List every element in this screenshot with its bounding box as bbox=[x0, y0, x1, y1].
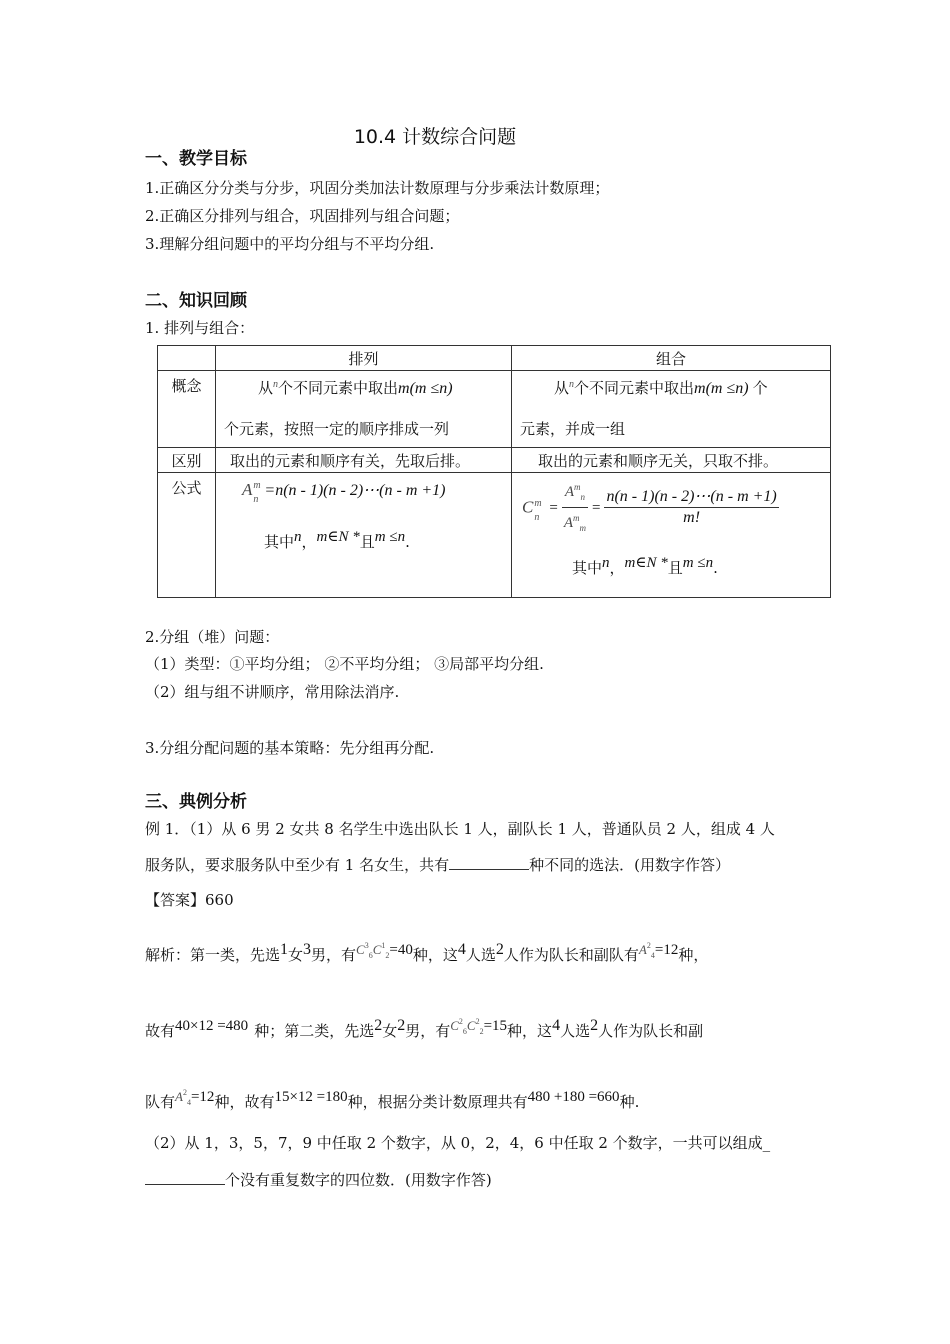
sol2-a: 故有 bbox=[145, 1022, 176, 1040]
goal-item-2: 2.正确区分排列与组合，巩固排列与组合问题； bbox=[145, 207, 460, 225]
sol2-b: 种；第二类，先选 bbox=[254, 1022, 375, 1040]
sol2-g: 人作为队长和副 bbox=[598, 1022, 704, 1040]
solution-line-1 bbox=[145, 935, 708, 967]
comb-formula-den: m! bbox=[683, 509, 701, 526]
sol1-expr1: C36C12=40 bbox=[356, 941, 413, 960]
comb-where-cond: m ≤n bbox=[682, 555, 714, 571]
sol2-n1: 2 bbox=[374, 1017, 383, 1034]
comb-where-set: m∈N * bbox=[624, 555, 668, 571]
row-label-formula: 公式 bbox=[158, 473, 216, 598]
answer-blank-1 bbox=[449, 855, 529, 870]
goal-item-1: 1.正确区分分类与分步，巩固分类加法计数原理与分步乘法计数原理； bbox=[145, 179, 610, 197]
row-label-diff: 区别 bbox=[158, 448, 216, 473]
example-1-line-2b: 种不同的选法．(用数字作答） bbox=[529, 856, 730, 874]
sol3-expr3: 480 +180 =660 bbox=[527, 1089, 620, 1105]
example-1-line-1: 例 1．（1）从 6 男 2 女共 8 名学生中选出队长 1 人，副队长 1 人，普通队员 2 人，组成 4 人 bbox=[145, 820, 775, 838]
review-sub-2-1: （1）类型：①平均分组； ②不平均分组； ③局部平均分组. bbox=[145, 655, 544, 673]
perm-concept-m: m(m ≤n) bbox=[398, 380, 453, 397]
comb-concept-text-b: 个不同元素中取出 bbox=[574, 379, 695, 397]
perm-comb-table bbox=[157, 345, 831, 598]
perm-where bbox=[264, 527, 410, 552]
sol1-n4: 2 bbox=[495, 941, 504, 958]
comb-concept-text-c: 个 bbox=[752, 379, 768, 397]
sol2-c: 女 bbox=[382, 1022, 398, 1040]
comb-where-b: ， bbox=[609, 559, 625, 577]
perm-formula-rhs: =n(n - 1)(n - 2)⋯(n - m +1) bbox=[264, 482, 446, 499]
review-sub-2: 2.分组（堆）问题： bbox=[145, 628, 280, 646]
comb-where-c: 且 bbox=[667, 559, 683, 577]
perm-concept-n: n bbox=[273, 379, 279, 390]
comb-concept-n: n bbox=[569, 379, 575, 390]
table-header-comb: 组合 bbox=[512, 346, 831, 371]
review-sub-2-2: （2）组与组不讲顺序，常用除法消序. bbox=[145, 683, 400, 701]
sol1-e: 人选 bbox=[465, 946, 496, 964]
answer-line: 【答案】660 bbox=[145, 891, 234, 909]
sol2-n2: 2 bbox=[397, 1017, 406, 1034]
example-1-line-2 bbox=[145, 855, 730, 875]
perm-where-set: m∈N * bbox=[316, 529, 360, 545]
perm-diff-cell: 取出的元素和顺序有关，先取后排。 bbox=[216, 448, 512, 473]
solution-line-3 bbox=[145, 1082, 639, 1114]
comb-diff-cell: 取出的元素和顺序无关，只取不排。 bbox=[512, 448, 831, 473]
perm-concept-text-c: 个元素，按照一定的顺序排成一列 bbox=[224, 420, 450, 438]
sol3-expr1-text: =12 bbox=[190, 1089, 215, 1105]
perm-where-a: 其中 bbox=[264, 533, 295, 551]
example-1-2-line-2 bbox=[145, 1170, 492, 1190]
sol1-expr1-text: =40 bbox=[389, 942, 413, 958]
sol2-expr2-text: =15 bbox=[483, 1018, 508, 1034]
table-header-perm: 排列 bbox=[216, 346, 512, 371]
review-sub-1: 1. 排列与组合： bbox=[145, 319, 255, 337]
sol3-c: 种，根据分类计数原理共有 bbox=[347, 1093, 528, 1111]
sol1-a: 解析：第一类，先选 bbox=[145, 946, 281, 964]
answer-blank-2 bbox=[145, 1170, 225, 1185]
comb-concept-text-d: 元素，并成一组 bbox=[520, 420, 626, 438]
comb-concept-cell bbox=[512, 371, 831, 448]
sol1-g: 种， bbox=[678, 946, 709, 964]
perm-where-cond: m ≤n bbox=[374, 529, 406, 545]
sol1-d: 种，这 bbox=[412, 946, 458, 964]
perm-where-d: . bbox=[405, 533, 410, 551]
perm-formula-cell bbox=[216, 473, 512, 598]
sol1-n3: 4 bbox=[457, 941, 466, 958]
comb-formula-num: n(n - 1)(n - 2)⋯(n - m +1) bbox=[604, 487, 778, 508]
sol1-expr2: A24=12 bbox=[638, 941, 679, 960]
sol2-e: 种，这 bbox=[507, 1022, 553, 1040]
comb-formula: C m n = $\frac{A^m_n}{A^m_m}$ = $\frac{n(n - 1)(n - 2)\cdots(n - m +1)}{m!}$ bbox=[522, 477, 779, 538]
comb-concept-m: m(m ≤n) bbox=[694, 380, 749, 397]
perm-concept-cell bbox=[216, 371, 512, 448]
sol3-expr2: 15×12 =180 bbox=[274, 1089, 348, 1105]
solution-line-2 bbox=[145, 1011, 703, 1043]
section-heading-review: 二、知识回顾 bbox=[145, 291, 247, 311]
section-heading-examples: 三、典例分析 bbox=[145, 792, 247, 812]
sol2-expr1: 40×12 =480 bbox=[175, 1018, 249, 1034]
sol2-expr2: C26C22=15 bbox=[450, 1017, 508, 1036]
sol1-b: 女 bbox=[288, 946, 304, 964]
goal-item-3: 3.理解分组问题中的平均分组与不平均分组. bbox=[145, 235, 435, 253]
example-1-line-2a: 服务队，要求服务队中至少有 1 名女生，共有 bbox=[145, 856, 450, 874]
sol2-n3: 4 bbox=[552, 1017, 561, 1034]
sol1-n2: 3 bbox=[303, 941, 312, 958]
perm-formula: A m n =n(n - 1)(n - 2)⋯(n - m +1) bbox=[242, 480, 446, 505]
sol3-a: 队有 bbox=[145, 1093, 176, 1111]
review-sub-3: 3.分组分配问题的基本策略：先分组再分配. bbox=[145, 739, 435, 757]
row-label-concept: 概念 bbox=[158, 371, 216, 448]
comb-where bbox=[572, 553, 718, 578]
perm-concept-text-a: 从 bbox=[258, 379, 274, 397]
perm-concept-text-b: 个不同元素中取出 bbox=[278, 379, 399, 397]
example-1-2-line-1: （2）从 1，3，5，7，9 中任取 2 个数字，从 0，2，4，6 中任取 2 个数字，一共可以组成_ bbox=[145, 1134, 771, 1152]
comb-where-a: 其中 bbox=[572, 559, 603, 577]
sol1-expr2-text: =12 bbox=[654, 942, 679, 958]
sol2-n4: 2 bbox=[590, 1017, 599, 1034]
comb-formula-cell bbox=[512, 473, 831, 598]
sol2-f: 人选 bbox=[560, 1022, 591, 1040]
table-corner bbox=[158, 346, 216, 371]
section-heading-goals: 一、教学目标 bbox=[145, 149, 247, 169]
sol1-c: 男，有 bbox=[311, 946, 357, 964]
comb-concept-text-a: 从 bbox=[554, 379, 570, 397]
comb-where-n: n bbox=[602, 555, 610, 571]
sol2-d: 男，有 bbox=[405, 1022, 451, 1040]
sol3-b: 种，故有 bbox=[214, 1093, 275, 1111]
sol1-f: 人作为队长和副队有 bbox=[503, 946, 639, 964]
sol3-expr1: A24=12 bbox=[175, 1088, 215, 1107]
perm-where-b: ， bbox=[301, 533, 317, 551]
perm-where-n: n bbox=[294, 529, 302, 545]
sol1-n1: 1 bbox=[280, 941, 289, 958]
page-title: 10.4 计数综合问题 bbox=[353, 126, 517, 148]
example-1-2-line-2-text: 个没有重复数字的四位数．(用数字作答) bbox=[225, 1171, 492, 1189]
comb-where-d: . bbox=[713, 559, 718, 577]
sol3-d: 种. bbox=[619, 1093, 640, 1111]
perm-where-c: 且 bbox=[359, 533, 375, 551]
